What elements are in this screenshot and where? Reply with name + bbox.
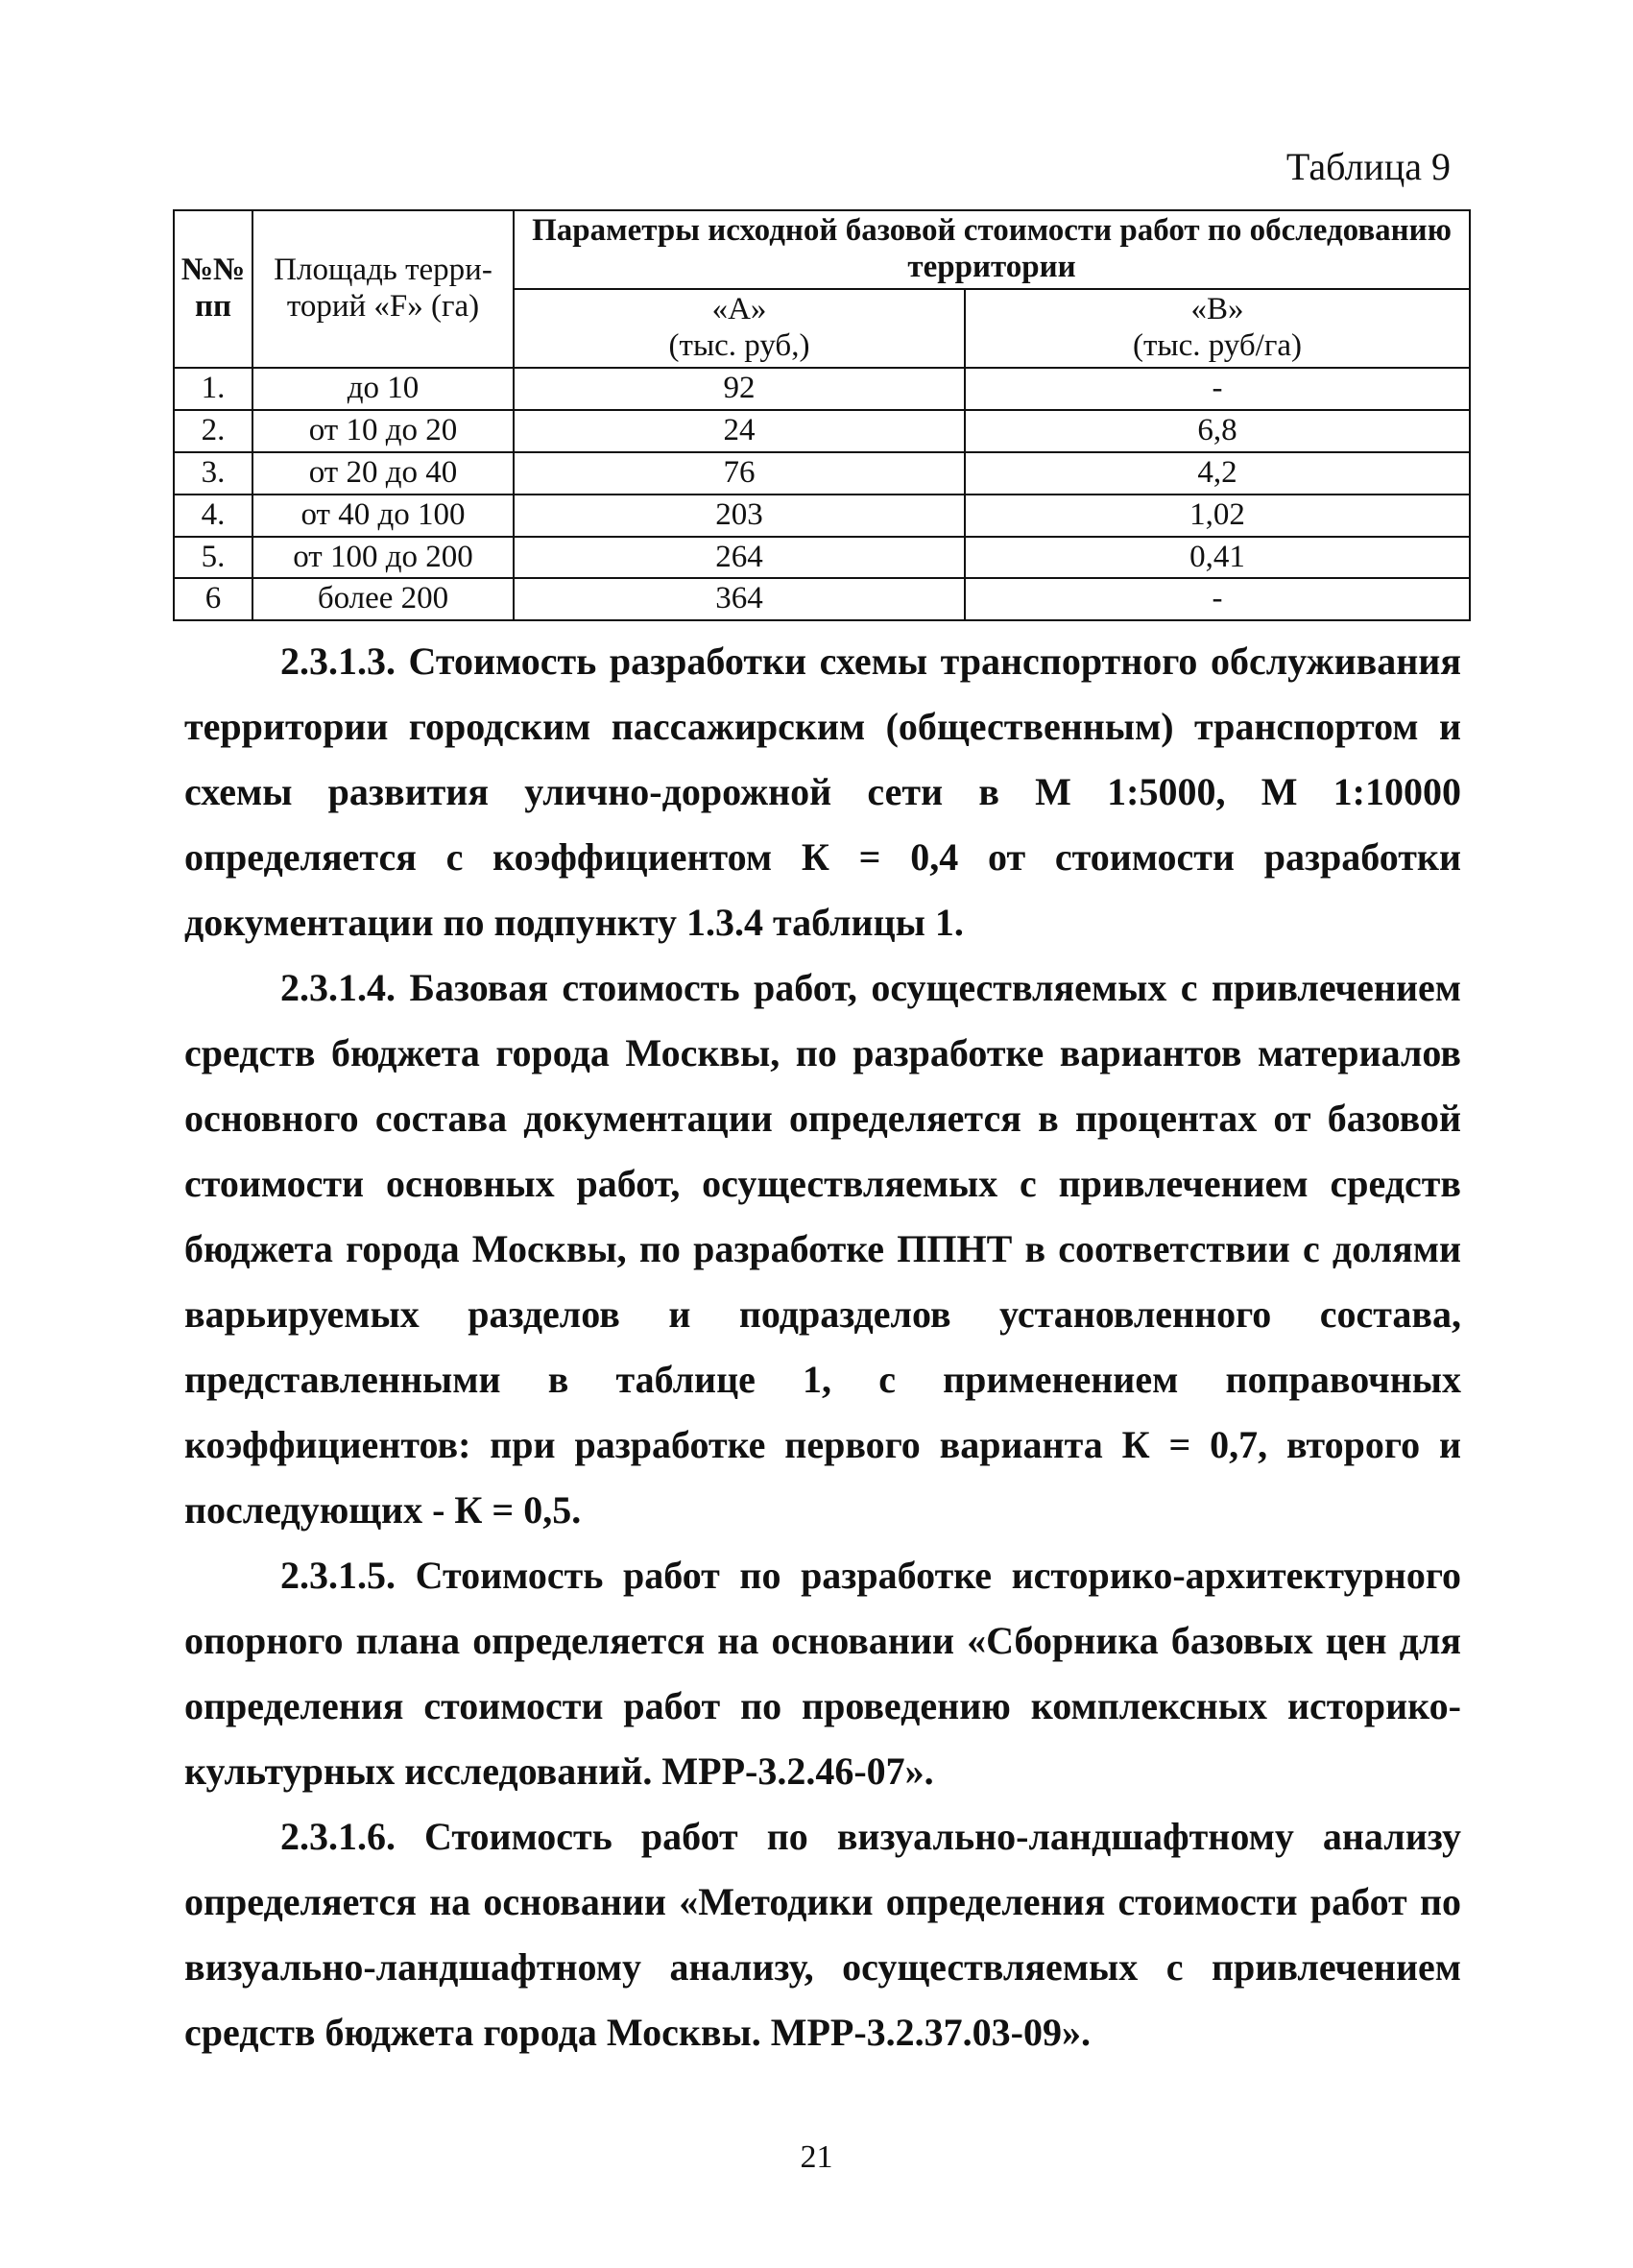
cell-a: 203	[514, 495, 965, 537]
paragraph-2-3-1-3: 2.3.1.3. Стоимость разработки схемы транспортного обслуживания территории городским пассажирским (общественным) транспортом и схемы развития улично-дорожной сети в М 1:5000, М 1:10000 определяется с коэффициентом К = 0,4 от стоимости разработки документации по подпункту 1.3.4 таблицы 1.	[184, 639, 1461, 944]
cell-a: 92	[514, 368, 965, 410]
cell-num: 4.	[174, 495, 252, 537]
header-b-label: «В»	[1190, 291, 1244, 326]
table-row	[174, 368, 1470, 410]
cell-area: до 10	[252, 368, 514, 410]
cell-num: 6	[174, 578, 252, 620]
header-a-label: «А»	[711, 291, 767, 326]
table-row	[174, 578, 1470, 620]
table-caption: Таблица 9	[1285, 145, 1451, 188]
paragraph-2-3-1-5: 2.3.1.5. Стоимость работ по разработке историко-архитектурного опорного плана определяется на основании «Сборника базовых цен для определения стоимости работ по проведению комплексных историко-культурных исследований. МРР-3.2.46-07».	[184, 1554, 1461, 1793]
table-row	[174, 410, 1470, 452]
table-row	[174, 495, 1470, 537]
paragraph-2-3-1-4: 2.3.1.4. Базовая стоимость работ, осуществляемых с привлечением средств бюджета города Москвы, по разработке вариантов материалов основного состава документации определяется в процентах от базовой стоимости основных работ, осуществляемых с привлечением средств бюджета города Москвы, по разработке ППНТ в соответствии с долями варьируемых разделов и подразделов установленного состава, представленными в таблице 1, с применением поправочных коэффициентов: при разработке первого варианта К = 0,7, второго и последующих - К = 0,5.	[184, 966, 1461, 1532]
cell-b: 0,41	[965, 537, 1470, 579]
cell-b: -	[965, 578, 1470, 620]
cell-a: 364	[514, 578, 965, 620]
cell-area: более 200	[252, 578, 514, 620]
cell-a: 264	[514, 537, 965, 579]
table-row	[174, 452, 1470, 495]
cost-parameters-table	[173, 209, 1471, 621]
cell-num: 3.	[174, 452, 252, 495]
cell-a: 76	[514, 452, 965, 495]
cell-num: 5.	[174, 537, 252, 579]
header-num: №№ пп	[174, 210, 252, 368]
cell-area: от 20 до 40	[252, 452, 514, 495]
cell-area: от 100 до 200	[252, 537, 514, 579]
header-a-unit: (тыс. руб,)	[668, 327, 810, 363]
cell-a: 24	[514, 410, 965, 452]
cell-num: 2.	[174, 410, 252, 452]
cell-area: от 40 до 100	[252, 495, 514, 537]
paragraph-2-3-1-6: 2.3.1.6. Стоимость работ по визуально-ландшафтному анализу определяется на основании «Методики определения стоимости работ по визуально-ландшафтному анализу, осуществляемых с привлечением средств бюджета города Москвы. МРР-3.2.37.03-09».	[184, 1815, 1461, 2054]
cell-area: от 10 до 20	[252, 410, 514, 452]
header-b-unit: (тыс. руб/га)	[1133, 327, 1302, 363]
cell-num: 1.	[174, 368, 252, 410]
header-area: Площадь терри-торий «F» (га)	[252, 210, 514, 368]
cell-b: 6,8	[965, 410, 1470, 452]
page-number: 21	[800, 2139, 833, 2175]
body-text	[184, 629, 1461, 2065]
header-a	[514, 289, 965, 368]
cell-b: 1,02	[965, 495, 1470, 537]
table-row	[174, 537, 1470, 579]
header-params: Параметры исходной базовой стоимости работ по обследованию территории	[514, 210, 1470, 289]
header-b	[965, 289, 1470, 368]
cell-b: -	[965, 368, 1470, 410]
cell-b: 4,2	[965, 452, 1470, 495]
